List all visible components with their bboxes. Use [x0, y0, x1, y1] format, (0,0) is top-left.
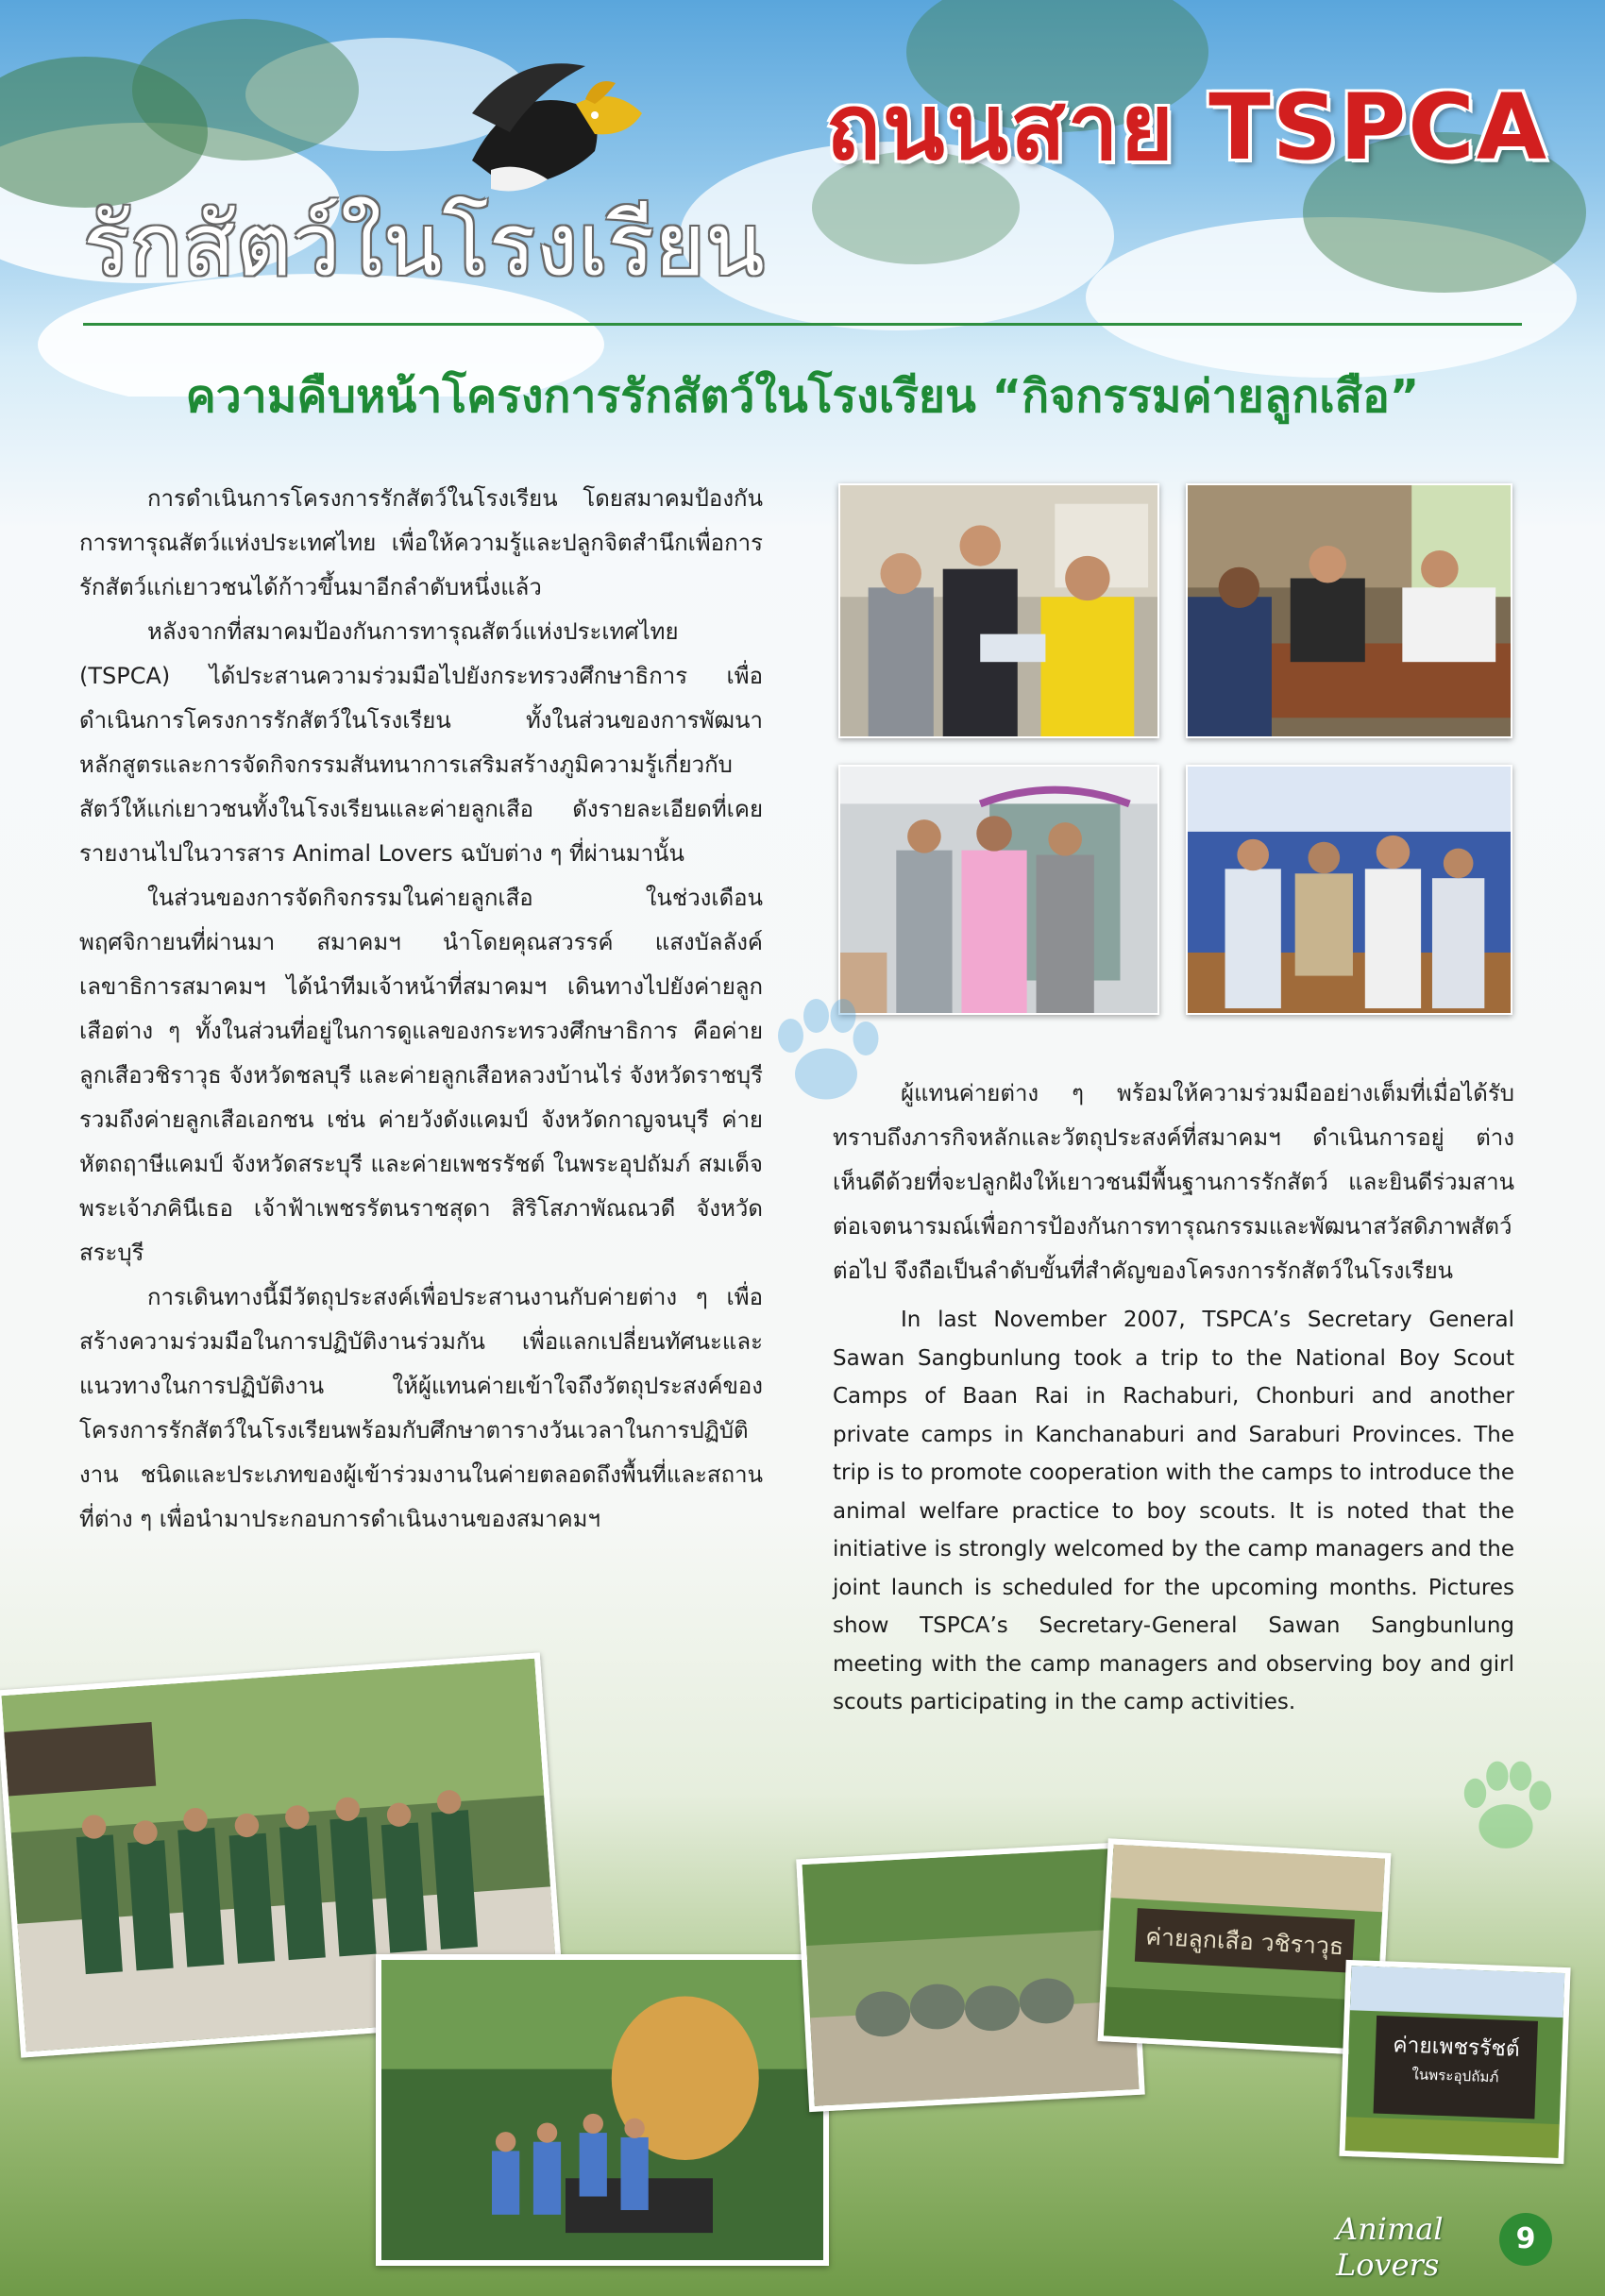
photo-camp-sign-phetcharat	[1339, 1960, 1570, 2164]
paw-print-icon	[1444, 1747, 1567, 1869]
article-paragraph: การดำเนินการโครงการรักสัตว์ในโรงเรียน โดยสมาคมป้องกันการทารุณสัตว์แห่งประเทศไทย เพื่อให้ความรู้และปลูกจิตสำนึกเพื่อการรักสัตว์แก่เยาวชนได้ก้าวขึ้นมาอีกลำดับหนึ่งแล้ว	[79, 485, 763, 600]
magazine-logo: Animal Lovers	[1336, 2211, 1444, 2283]
hornbill-bird-icon	[453, 47, 661, 198]
article-left-column	[79, 477, 763, 1542]
section-title: รักสัตว์ในโรงเรียน	[83, 194, 765, 295]
article-paragraph: ในส่วนของการจัดกิจกรรมในค่ายลูกเสือ ในช่วงเดือนพฤศจิกายนที่ผ่านมา สมาคมฯ นำโดยคุณสวรรค์ แสงบัลลังค์ เลขาธิการสมาคมฯ ได้นำทีมเจ้าหน้าที่สมาคมฯ เดินทางไปยังค่ายลูกเสือต่าง ๆ ทั้งในส่วนที่อยู่ในการดูแลของกระทรวงศึกษาธิการ คือค่ายลูกเสือวชิราวุธ จังหวัดชลบุรี และค่ายลูกเสือหลวงบ้านไร่ จังหวัดราชบุรี รวมถึงค่ายลูกเสือเอกชน เช่น ค่ายวังดังแคมป์ จังหวัดกาญจนบุรี ค่ายหัตถฤาษีแคมป์ จังหวัดสระบุรี และค่ายเพชรรัชต์ ในพระอุปถัมภ์ สมเด็จพระเจ้าภคินีเธอ เจ้าฟ้าเพชรรัตนราชสุดา สิริโสภาพัณณวดี จังหวัดสระบุรี	[79, 885, 763, 1266]
photo-scouts-seated-group	[796, 1842, 1145, 2112]
header-divider	[83, 323, 1522, 326]
article-paragraph: หลังจากที่สมาคมป้องกันการทารุณสัตว์แห่งประเทศไทย (TSPCA) ได้ประสานความร่วมมือไปยังกระทรวงศึกษาธิการ เพื่อดำเนินการโครงการรักสัตว์ในโรงเรียน ทั้งในส่วนของการพัฒนาหลักสูตรและการจัดกิจกรรมสันทนาการเสริมสร้างภูมิความรู้เกี่ยวกับสัตว์ให้แก่เยาวชนทั้งในโรงเรียนและค่ายลูกเสือ ดังรายละเอียดที่เคยรายงานไปในวารสาร Animal Lovers ฉบับต่าง ๆ ที่ผ่านมานั้น	[79, 618, 763, 867]
english-summary-paragraph: In last November 2007, TSPCA’s Secretary General Sawan Sangbunlung took a trip to the National Boy Scout Camps of Baan Rai in Rachaburi, Chonburi and another private camps in Kanchanaburi and Saraburi Provinces. The trip is to promote cooperation with the camps to introduce the animal welfare practice to boy scouts. It is noted that the initiative is strongly welcomed by the camp managers and the joint launch is scheduled for the upcoming months. Pictures show TSPCA’s Secretary-General Sawan Sangbunlung meeting with the camp managers and observing boy and girl scouts participating in the camp activities.	[833, 1308, 1514, 1714]
article-headline: ความคืบหน้าโครงการรักสัตว์ในโรงเรียน “กิจกรรมค่ายลูกเสือ”	[185, 370, 1420, 423]
photo-group-portrait	[838, 765, 1159, 1015]
photo-meeting-handover	[838, 483, 1159, 738]
page-number: 9	[1499, 2213, 1552, 2266]
photo-scout-leaders	[1186, 765, 1512, 1015]
camp-sign-1-text: ค่ายลูกเสือ วชิราวุธ	[1144, 1922, 1344, 1961]
brand-title: ถนนสาย TSPCA	[825, 75, 1548, 180]
article-paragraph: ผู้แทนค่ายต่าง ๆ พร้อมให้ความร่วมมืออย่างเต็มที่เมื่อได้รับทราบถึงภารกิจหลักและวัตถุประสงค์ที่สมาคมฯ ดำเนินการอยู่ ต่างเห็นดีด้วยที่จะปลูกฝังให้เยาวชนมีพื้นฐานการรักสัตว์ และยินดีร่วมสานต่อเจตนารมณ์เพื่อการป้องกันการทารุณกรรมและพัฒนาสวัสดิภาพสัตว์ต่อไป จึงถือเป็นลำดับขั้นที่สำคัญของโครงการรักสัตว์ในโรงเรียน	[833, 1080, 1514, 1284]
photo-meeting-table	[1186, 483, 1512, 738]
article-right-column	[833, 1072, 1514, 1722]
camp-sign-2-text: ค่ายเพชรรัชต์	[1392, 2033, 1521, 2062]
article-paragraph: การเดินทางนี้มีวัตถุประสงค์เพื่อประสานงานกับค่ายต่าง ๆ เพื่อสร้างความร่วมมือในการปฏิบัติงานร่วมกัน เพื่อแลกเปลี่ยนทัศนะและแนวทางในการปฏิบัติงาน ให้ผู้แทนค่ายเข้าใจถึงวัตถุประสงค์ของโครงการรักสัตว์ในโรงเรียนพร้อมกับศึกษาตารางวันเวลาในการปฏิบัติงาน ชนิดและประเภทของผู้เข้าร่วมงานในค่ายตลอดถึงพื้นที่และสถานที่ต่าง ๆ เพื่อนำมาประกอบการดำเนินงานของสมาคมฯ	[79, 1284, 763, 1532]
camp-sign-2-subtext: ในพระอุปถัมภ์	[1411, 2066, 1499, 2086]
photo-scouts-tiger-statue	[376, 1954, 829, 2266]
